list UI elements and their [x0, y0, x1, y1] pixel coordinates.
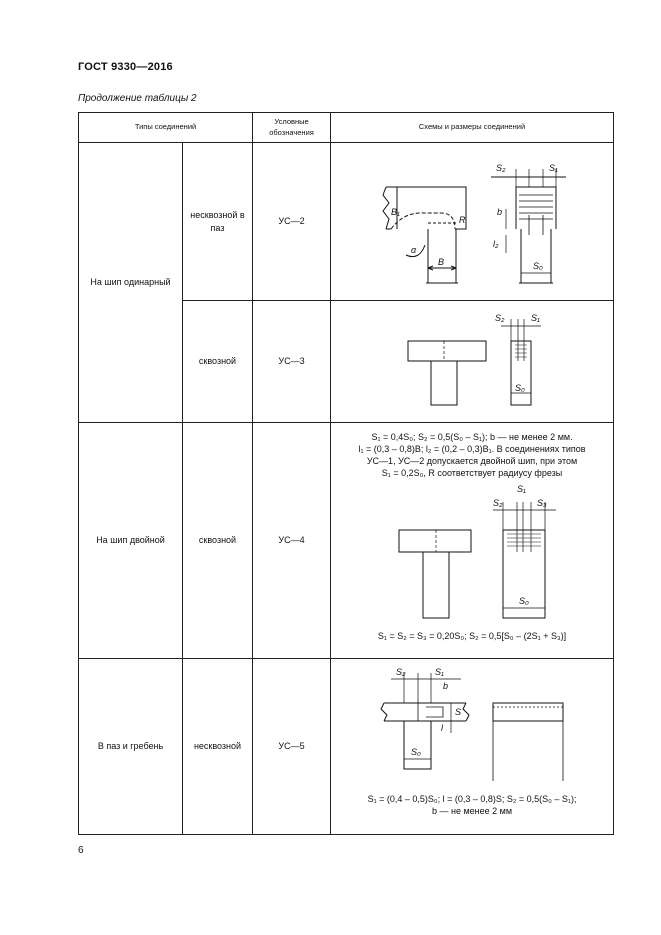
label-b: b	[497, 207, 503, 217]
table-row	[79, 143, 614, 301]
scheme-cell	[331, 423, 614, 659]
label-S: S	[455, 707, 462, 717]
formula-line: l₁ = (0,3 – 0,8)B; l₂ = (0,2 – 0,3)B₁. В соединениях типов	[358, 444, 586, 455]
formula-line: S₁ = (0,4 – 0,5)S₀; l = (0,3 – 0,8)S; S₂ = 0,5(S₀ – S₁);	[367, 794, 577, 804]
scheme-cell	[331, 301, 614, 423]
formula-line: S₁ = 0,4S₀; S₂ = 0,5(S₀ – S₁); b — не менее 2 мм.	[371, 432, 573, 442]
joint-type-cell: На шип двойной	[79, 423, 183, 659]
scheme-us4-drawing	[331, 480, 614, 630]
joint-code-cell: УС—2	[253, 143, 331, 301]
formula-line: УС—1, УС—2 допускается двойной шип, при этом	[366, 456, 578, 467]
joint-subtype-cell: несквозной	[183, 659, 253, 835]
joint-subtype-cell: сквозной	[183, 301, 253, 423]
label-B: B	[438, 257, 445, 267]
table-row	[79, 659, 614, 835]
label-s0: S₀	[533, 261, 543, 271]
label-b: b	[443, 681, 449, 691]
label-s2: S₂	[495, 313, 505, 323]
label-l: l	[441, 723, 444, 733]
joint-code-cell: УС—4	[253, 423, 331, 659]
joint-code-cell: УС—3	[253, 301, 331, 423]
document-id: ГОСТ 9330—2016	[78, 61, 173, 73]
label-s2: S₂	[493, 497, 503, 508]
label-s3: S₃	[537, 497, 547, 508]
formula-line: S₁ = S₂ = S₃ = 0,20S₀; S₂ = 0,5[S₀ – (2S₁ + S₃)]	[377, 630, 567, 641]
table-continuation-caption: Продолжение таблицы 2	[78, 93, 197, 104]
scheme-cell	[331, 143, 614, 301]
label-alpha: α	[411, 245, 417, 255]
col-header-schemes: Схемы и размеры соединений	[331, 113, 614, 143]
label-l2: l₂	[493, 239, 499, 249]
label-s2: S₂	[396, 667, 406, 677]
label-s0: S₀	[519, 595, 529, 606]
label-s2: S₂	[496, 163, 506, 173]
col-header-codes: Условные обозначения	[253, 113, 331, 143]
scheme-us3-drawing	[331, 301, 614, 421]
joints-table	[78, 112, 614, 835]
table-row	[79, 423, 614, 659]
label-s1: S₁	[531, 313, 540, 323]
scheme-cell	[331, 659, 614, 835]
joint-subtype-cell: несквозной в паз	[183, 143, 253, 301]
label-s1: S₁	[517, 483, 526, 494]
label-b1: B₁	[391, 207, 400, 217]
scheme-us5-drawing	[331, 659, 614, 793]
formula-line: S₁ = 0,2S₀, R соответствует радиусу фрезы	[381, 468, 563, 479]
col-header-types: Типы соединений	[79, 113, 253, 143]
formula-line: b — не менее 2 мм	[431, 806, 513, 817]
label-s1: S₁	[549, 163, 558, 173]
joint-subtype-cell: сквозной	[183, 423, 253, 659]
label-R: R	[459, 215, 466, 225]
joint-code-cell: УС—5	[253, 659, 331, 835]
joint-type-cell: На шип одинарный	[79, 143, 183, 423]
label-s1: S₁	[435, 667, 444, 677]
scheme-us2-drawing	[331, 143, 614, 299]
label-s0: S₀	[411, 747, 421, 757]
label-s0: S₀	[515, 383, 525, 393]
table-header-row	[79, 113, 614, 143]
joint-type-cell: В паз и гребень	[79, 659, 183, 835]
page-number: 6	[78, 845, 84, 856]
